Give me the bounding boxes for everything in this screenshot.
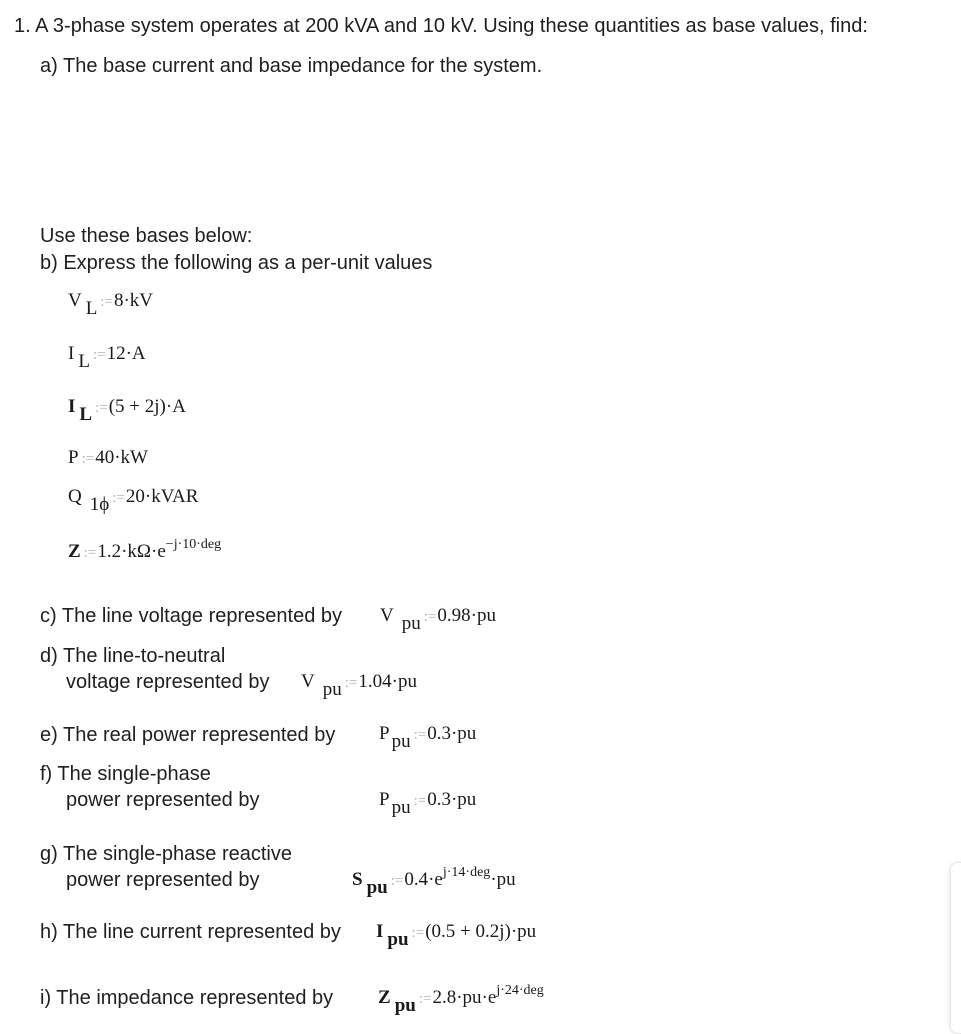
given-q-symbol: Q xyxy=(68,486,82,507)
part-i-exponent: j·24·deg xyxy=(496,983,544,998)
assign-operator: := xyxy=(81,451,95,467)
part-f-value: 0.3·pu xyxy=(427,789,477,810)
part-g-subscript: pu xyxy=(366,877,388,898)
part-g-value: 0.4·e xyxy=(404,869,443,890)
part-e-subscript: pu xyxy=(391,731,411,752)
assign-operator: := xyxy=(411,925,425,941)
part-b-text: b) Express the following as a per-unit values xyxy=(40,252,433,274)
part-c-answer xyxy=(380,604,496,634)
part-i-answer xyxy=(378,983,544,1016)
given-il-symbol: I xyxy=(68,343,75,364)
part-g-symbol: S xyxy=(352,869,363,890)
part-f-subscript: pu xyxy=(391,797,411,818)
part-i-symbol: Z xyxy=(378,987,391,1008)
assign-operator: := xyxy=(423,609,437,625)
part-h-symbol: I xyxy=(376,921,384,942)
given-vl-symbol: V xyxy=(68,290,82,311)
given-il-complex-symbol: I xyxy=(68,396,76,417)
part-f-label-line2: power represented by xyxy=(66,789,260,811)
part-a-text: a) The base current and base impedance for the system. xyxy=(40,55,543,77)
part-g-unit: ·pu xyxy=(490,869,516,890)
assign-operator: := xyxy=(100,294,113,310)
assign-operator: := xyxy=(95,400,108,416)
part-d-label-line1: d) The line-to-neutral xyxy=(40,645,226,667)
assign-operator: := xyxy=(83,545,97,561)
assign-operator: := xyxy=(413,793,427,809)
part-i-label: i) The impedance represented by xyxy=(40,987,334,1009)
given-z xyxy=(68,537,222,566)
part-e-value: 0.3·pu xyxy=(427,723,477,744)
part-d-subscript: pu xyxy=(322,679,342,700)
part-d-label-line2: voltage represented by xyxy=(66,671,270,693)
part-f-label-line1: f) The single-phase xyxy=(40,763,211,785)
part-e-symbol: P xyxy=(379,723,390,744)
part-i-value: 2.8·pu·e xyxy=(432,987,497,1008)
given-z-symbol: Z xyxy=(68,541,81,562)
assign-operator: := xyxy=(413,727,427,743)
given-il-complex xyxy=(68,395,186,425)
part-c-symbol: V xyxy=(380,605,394,626)
given-q-subscript: 1ϕ xyxy=(89,494,110,515)
given-il-complex-value: (5 + 2j)·A xyxy=(108,396,186,417)
part-d-value: 1.04·pu xyxy=(358,671,417,692)
part-i-subscript: pu xyxy=(394,995,416,1016)
given-vl xyxy=(68,289,154,319)
use-bases-text: Use these bases below: xyxy=(40,225,253,247)
part-c-subscript: pu xyxy=(401,613,421,634)
problem-statement: 1. A 3-phase system operates at 200 kVA and 10 kV. Using these quantities as base values, find: xyxy=(14,15,868,37)
given-p-symbol: P xyxy=(68,447,79,468)
given-p xyxy=(68,446,148,471)
given-il-subscript: L xyxy=(78,351,90,372)
given-q xyxy=(68,485,199,515)
given-q-value: 20·kVAR xyxy=(125,486,199,507)
part-e-answer xyxy=(379,722,477,752)
part-h-value: (0.5 + 0.2j)·pu xyxy=(425,921,537,942)
part-d-symbol: V xyxy=(301,671,315,692)
part-f-symbol: P xyxy=(379,789,390,810)
given-z-exponent: −j·10·deg xyxy=(165,537,222,552)
given-il-value: 12·A xyxy=(106,343,146,364)
assign-operator: := xyxy=(92,347,106,363)
part-h-label: h) The line current represented by xyxy=(40,921,341,943)
side-panel-edge xyxy=(950,862,961,1034)
assign-operator: := xyxy=(112,490,125,506)
part-g-answer xyxy=(352,865,516,898)
given-il-magnitude xyxy=(68,342,146,372)
part-e-label: e) The real power represented by xyxy=(40,724,336,746)
part-h-answer xyxy=(376,920,537,950)
part-c-label: c) The line voltage represented by xyxy=(40,605,343,627)
part-g-exponent: j·14·deg xyxy=(442,865,491,880)
part-c-value: 0.98·pu xyxy=(437,605,496,626)
given-vl-value: 8·kV xyxy=(113,290,154,311)
part-g-label-line1: g) The single-phase reactive xyxy=(40,843,292,865)
part-f-answer xyxy=(379,788,477,818)
given-vl-subscript: L xyxy=(85,298,98,319)
given-z-value: 1.2·kΩ·e xyxy=(97,541,166,562)
assign-operator: := xyxy=(344,675,358,691)
part-d-answer xyxy=(301,670,417,700)
part-h-subscript: pu xyxy=(387,929,409,950)
assign-operator: := xyxy=(418,991,432,1007)
assign-operator: := xyxy=(390,873,404,889)
given-p-value: 40·kW xyxy=(95,447,148,468)
given-il-complex-subscript: L xyxy=(79,404,93,425)
part-g-label-line2: power represented by xyxy=(66,869,260,891)
